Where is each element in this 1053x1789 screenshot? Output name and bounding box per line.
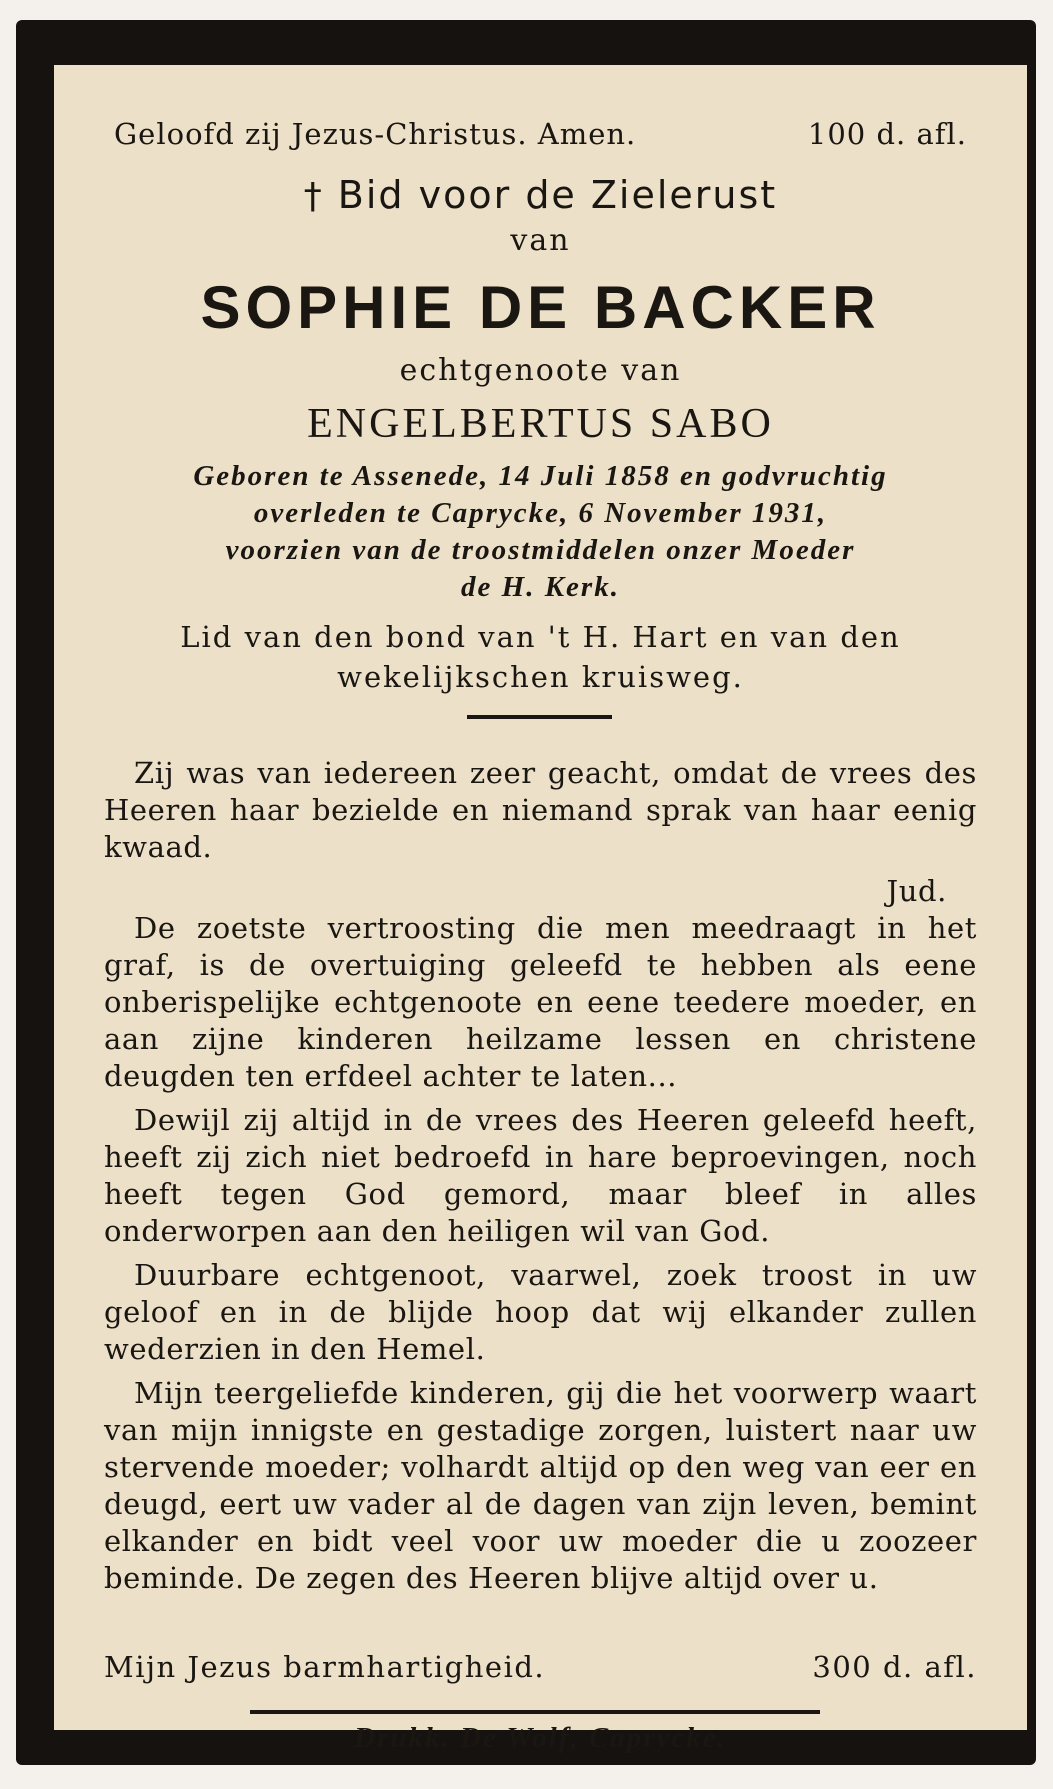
paragraph-5: Mijn teergeliefde kinderen, gij die het voorwerp waart van mijn innigste en gestadige zorgen, luistert naar uw stervende moeder; volhardt altijd op den weg van eer en deugd, eert uw vader al de dagen van zijn leven, bemint elkander en bidt veel voor uw moeder die u zoozeer beminde. De zegen des Heeren blijve altijd over u. [104,1376,977,1595]
footer-row [104,1650,977,1684]
header-indulgence: 100 d. afl. [807,117,967,151]
paragraph-1 [104,755,977,866]
cross-icon: † [303,176,324,217]
membership-line-1: Lid van den bond van 't H. Hart en van den [180,620,901,654]
footer-indulgence: 300 d. afl. [812,1650,977,1684]
divider-short [467,715,612,719]
header-row [114,117,967,151]
paragraph-3: Dewijl zij altijd in de vrees des Heeren geleefd heeft, heeft zij zich niet bedroefd in hare beproevingen, noch heeft tegen God gemord, maar bleef in alles onderworpen aan den heiligen wil van God. [104,1103,977,1248]
birth-line-2: overleden te Caprycke, 6 November 1931, [253,497,828,529]
citation-row [104,873,977,910]
footer-prayer: Mijn Jezus barmhartigheid. [104,1650,546,1684]
memorial-card [54,65,1027,1754]
paragraph-2: De zoetste vertroosting die men meedraagt in het graf, is de overtuiging geleefd te hebben als eene onberispelijke echtgenoote en eene teedere moeder, en aan zijne kinderen heilzame lessen en christene deugden ten erfdeel achter te laten... [104,911,977,1093]
deceased-name: SOPHIE DE BACKER [200,274,881,341]
memorial-card-frame [16,20,1036,1765]
van-text: van [510,223,571,258]
header-prayer: Geloofd zij Jezus-Christus. Amen. [114,117,637,151]
prayer-heading [54,173,1027,217]
bid-text: Bid voor de Zielerust [337,173,778,217]
birth-line-1: Geboren te Assenede, 14 Juli 1858 en godvruchtig [193,460,888,492]
paragraph-1-text: Zij was van iedereen zeer geacht, omdat de vrees des Heeren haar bezielde en niemand sprak van haar eenig kwaad. [104,756,977,864]
printer-credit: Drukk. De Wolf, Caprycke. [354,1722,727,1754]
spouse-relation: echtgenoote van [399,353,682,388]
birth-line-4: de H. Kerk. [461,571,620,603]
citation-source: Jud. [886,874,947,908]
membership-line-2: wekelijkschen kruisweg. [337,660,744,694]
paragraph-4: Duurbare echtgenoot, vaarwel, zoek troost in uw geloof en in de blijde hoop dat wij elkander zullen wederzien in den Hemel. [104,1258,977,1366]
spouse-name: ENGELBERTUS SABO [307,401,774,447]
memorial-text [104,755,977,1604]
divider-long [250,1710,820,1714]
birth-line-3: voorzien van de troostmiddelen onzer Moeder [225,534,856,566]
